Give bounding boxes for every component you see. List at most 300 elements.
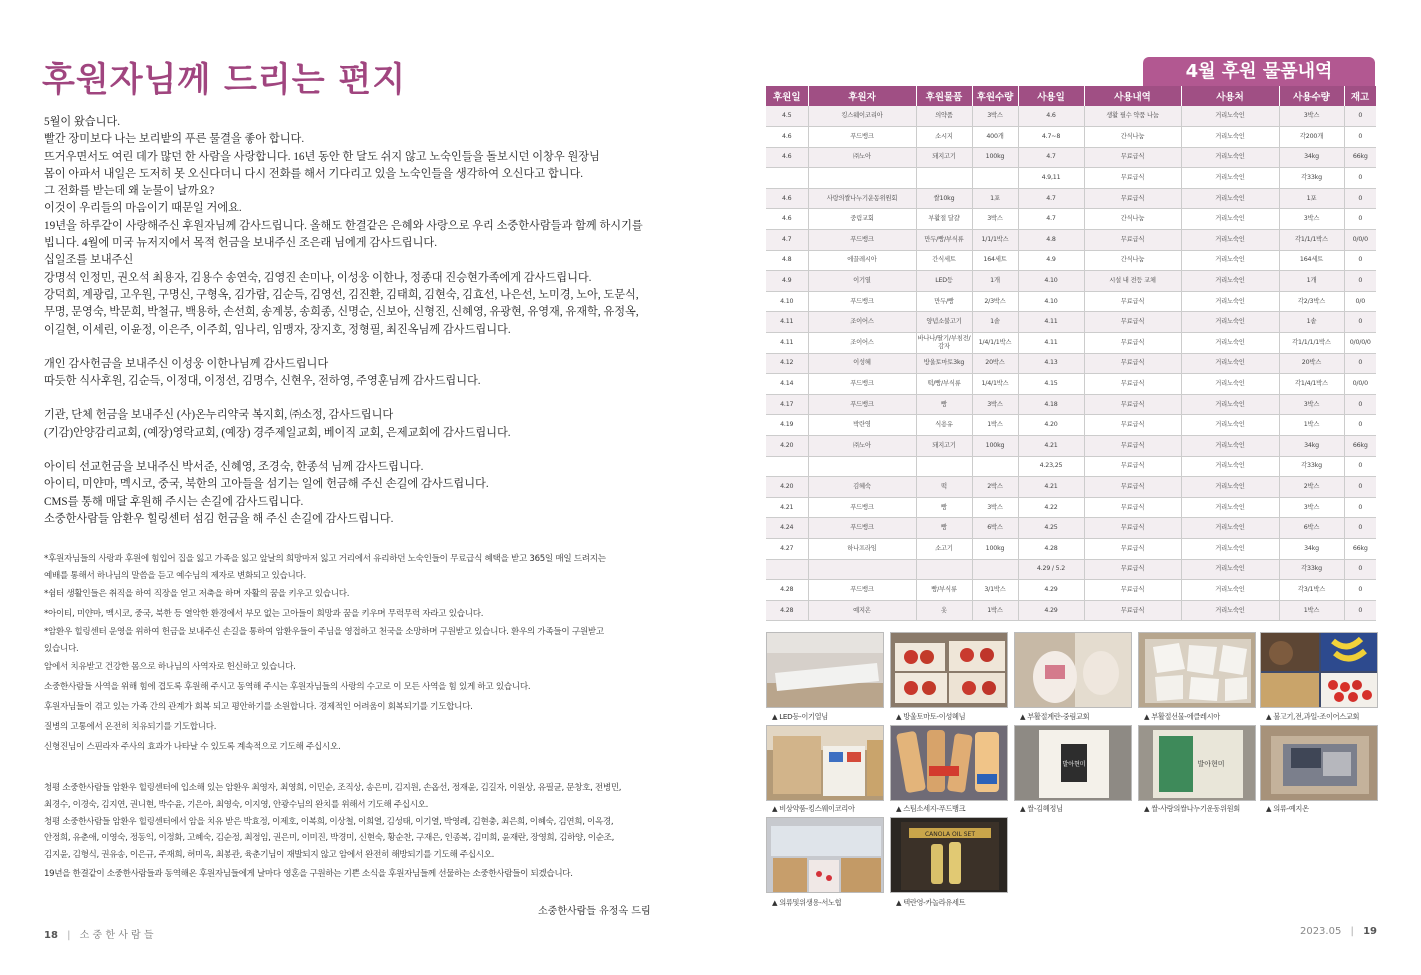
table-cell: 푸드뱅크 xyxy=(808,374,916,395)
table-cell: 4.28 xyxy=(766,600,808,621)
table-cell: 4.7 xyxy=(766,230,808,251)
prayer-line: 최경수, 이경숙, 김지연, 권니현, 박수윤, 기은아, 최영숙, 이지영, 안광수님의 완치를 위해서 기도해 주십시오. xyxy=(44,799,428,810)
table-cell: 거리노숙인 xyxy=(1181,291,1279,312)
table-cell: 1포 xyxy=(972,188,1018,209)
table-cell: 1박스 xyxy=(1279,415,1344,436)
table-cell: 바나나/딸기/부침전/감자 xyxy=(916,333,972,354)
table-cell: 사랑의쌀나누기운동위원회 xyxy=(808,188,916,209)
letter-line: 따듯한 식사후원, 김순득, 이정대, 이정선, 김명수, 신현우, 전하영, 주영훈님께 감사드립니다. xyxy=(44,375,481,388)
table-cell: 무료급식 xyxy=(1084,538,1181,559)
table-row xyxy=(766,147,1376,168)
table-cell: 식용유 xyxy=(916,415,972,436)
table-cell: 4.10 xyxy=(1018,291,1084,312)
table-cell: 34kg xyxy=(1279,436,1344,457)
table-cell: 부활절 달걀 xyxy=(916,209,972,230)
hygiene-supplies-image xyxy=(767,818,884,893)
table-cell: 4.20 xyxy=(766,436,808,457)
table-cell: 무료급식 xyxy=(1084,415,1181,436)
letter-line: 빨간 장미보다 나는 보리밭의 푸른 물결을 좋아 합니다. xyxy=(44,133,305,146)
oil-box-text: CANOLA OIL SET xyxy=(924,831,976,838)
table-cell: 돼지고기 xyxy=(916,147,972,168)
table-cell: 4.25 xyxy=(1018,518,1084,539)
table-cell: 무료급식 xyxy=(1084,600,1181,621)
table-cell: 거리노숙인 xyxy=(1181,353,1279,374)
table-cell: 3/1박스 xyxy=(972,580,1018,601)
photo-medicine xyxy=(766,725,884,801)
table-cell: 4.11 xyxy=(766,333,808,354)
table-cell: 각2/3박스 xyxy=(1279,291,1344,312)
left-page xyxy=(0,0,710,975)
table-cell: 거리노숙인 xyxy=(1181,127,1279,148)
table-cell: 4.12 xyxy=(766,353,808,374)
table-cell: 간식나눔 xyxy=(1084,250,1181,271)
table-cell: 거리노숙인 xyxy=(1181,374,1279,395)
table-row xyxy=(766,436,1376,457)
table-cell: 하나프라임 xyxy=(808,538,916,559)
table-cell: 0/0/0/0 xyxy=(1344,333,1376,354)
table-cell: 무료급식 xyxy=(1084,147,1181,168)
table-cell: 100kg xyxy=(972,436,1018,457)
table-cell: 만두/빵 xyxy=(916,291,972,312)
table-cell: 0/0 xyxy=(1344,291,1376,312)
photo-caption: ▲ 비상약품-킹스웨이코리아 xyxy=(772,804,855,813)
letter-line: 몸이 아파서 내일은 도저히 못 오신다더니 다시 전화를 해서 기다리고 있을 노숙인들을 생각하여 오신다고 합니다. xyxy=(44,167,584,180)
table-cell: 34kg xyxy=(1279,147,1344,168)
table-cell: 거리노숙인 xyxy=(1181,518,1279,539)
table-cell: 0 xyxy=(1344,209,1376,230)
table-cell: 예지온 xyxy=(808,600,916,621)
note-line: 예배를 통해서 하나님의 말씀을 듣고 예수님의 제자로 변화되고 있습니다. xyxy=(44,570,306,581)
table-cell: 푸드뱅크 xyxy=(808,291,916,312)
table-cell: 각1/4/1박스 xyxy=(1279,374,1344,395)
table-cell: 4.6 xyxy=(1018,106,1084,127)
table-cell: 6박스 xyxy=(972,518,1018,539)
table-cell: 간식세트 xyxy=(916,250,972,271)
signature: 소중한사람들 유정옥 드림 xyxy=(538,906,651,917)
table-cell: 4.11 xyxy=(1018,312,1084,333)
rice-bag-text: 발아현미 xyxy=(1062,761,1086,768)
table-row xyxy=(766,580,1376,601)
table-cell: 4.20 xyxy=(1018,415,1084,436)
column-header: 후원일 xyxy=(766,86,808,106)
table-row xyxy=(766,127,1376,148)
table-cell: 0 xyxy=(1344,353,1376,374)
note-line: *후원자님들의 사랑과 후원에 힘입어 집을 잃고 가족을 잃고 앞날의 희망마저 잃고 거리에서 유리하던 노숙인들이 무료급식 혜택을 받고 365일 매일 드려지는 xyxy=(44,554,606,564)
footer-right xyxy=(1300,926,1377,937)
letter-line: 이것이 우리들의 마음이기 때문일 거에요. xyxy=(44,202,242,215)
table-cell: 푸드뱅크 xyxy=(808,127,916,148)
table-cell: ㈜노아 xyxy=(808,436,916,457)
table-cell: 거리노숙인 xyxy=(1181,188,1279,209)
table-cell: 무료급식 xyxy=(1084,374,1181,395)
table-row xyxy=(766,353,1376,374)
table-cell: 0 xyxy=(1344,312,1376,333)
photo-caption: ▲ 불고기,전,과일-조이어스교회 xyxy=(1266,712,1360,721)
table-cell: 중림교회 xyxy=(808,209,916,230)
table-row xyxy=(766,168,1376,189)
table-cell: 4.27 xyxy=(766,538,808,559)
table-cell: 1개 xyxy=(1279,271,1344,292)
table-cell: 푸드뱅크 xyxy=(808,230,916,251)
table-cell: 0/0/0 xyxy=(1344,230,1376,251)
table-cell: 4.29 xyxy=(1018,580,1084,601)
letter-line: 개인 감사헌금을 보내주신 이성웅 이한나님께 감사드립니다 xyxy=(44,357,329,370)
table-cell: 1솥 xyxy=(1279,312,1344,333)
table-cell: 100kg xyxy=(972,147,1018,168)
table-cell: 0 xyxy=(1344,456,1376,477)
rice-bag-text-2: 발아현미 xyxy=(1197,760,1225,768)
prayer-block xyxy=(44,780,684,883)
table-cell: 0 xyxy=(1344,497,1376,518)
table-cell: 거리노숙인 xyxy=(1181,477,1279,498)
table-cell: 거리노숙인 xyxy=(1181,538,1279,559)
table-cell: 20박스 xyxy=(1279,353,1344,374)
photo-sausage xyxy=(890,725,1008,801)
table-cell: 무료급식 xyxy=(1084,333,1181,354)
table-cell: 0 xyxy=(1344,477,1376,498)
table-cell: 이성혜 xyxy=(808,353,916,374)
table-cell: 빵 xyxy=(916,518,972,539)
table-cell: 0 xyxy=(1344,106,1376,127)
photo-caption: ▲ 쌀-김혜정님 xyxy=(1020,804,1063,813)
letter-line: 강덕희, 계광림, 고우원, 구명신, 구형옥, 김가람, 김순득, 김영선, 김진환, 김태희, 김현숙, 김효선, 나은선, 노미경, 노아, 도문식, xyxy=(44,288,639,301)
table-cell: 100kg xyxy=(972,538,1018,559)
page-number-left: 18 xyxy=(44,930,58,941)
table-cell: 3박스 xyxy=(972,497,1018,518)
table-cell: 박란영 xyxy=(808,415,916,436)
table-cell: 4.10 xyxy=(766,291,808,312)
table-cell xyxy=(766,168,808,189)
table-cell xyxy=(916,559,972,580)
table-cell: 의약품 xyxy=(916,106,972,127)
table-cell: 이기열 xyxy=(808,271,916,292)
note-line: 있습니다. xyxy=(44,643,79,654)
photo-caption: ▲ 부활절계란-중림교회 xyxy=(1020,712,1090,721)
table-cell: 빵 xyxy=(916,497,972,518)
photo-caption: ▲ 쌀-사랑의쌀나누기운동위원회 xyxy=(1144,804,1240,813)
table-cell xyxy=(916,168,972,189)
rice-bag-image-2 xyxy=(1139,726,1256,801)
table-cell: 4.7 xyxy=(1018,209,1084,230)
table-cell: 푸드뱅크 xyxy=(808,497,916,518)
letter-line: 강명석 인정민, 권오석 최용자, 김용수 송연숙, 김영진 손미나, 이성웅 이한나, 정종대 진승현가족에게 감사드립니다. xyxy=(44,271,592,284)
bulgogi-fruit-image xyxy=(1261,633,1378,708)
table-cell: 4.20 xyxy=(766,477,808,498)
table-cell: 3박스 xyxy=(1279,106,1344,127)
table-cell: 거리노숙인 xyxy=(1181,559,1279,580)
table-cell: 4.21 xyxy=(766,497,808,518)
table-cell: 4.23,25 xyxy=(1018,456,1084,477)
photo-rice-2 xyxy=(1138,725,1256,801)
table-cell: 4.13 xyxy=(1018,353,1084,374)
table-cell: 0 xyxy=(1344,168,1376,189)
table-row xyxy=(766,559,1376,580)
rice-bag-image xyxy=(1015,726,1132,801)
table-cell: 거리노숙인 xyxy=(1181,312,1279,333)
table-cell: 거리노숙인 xyxy=(1181,209,1279,230)
prayer-line: 청평 소중한사람들 암환우 힐링센터에 입소해 있는 암환우 최영자, 최영희, 이민순, 조직상, 송은미, 김지원, 손옵선, 정재윤, 김길자, 이원상, 유필균, 문창호, 전병민, xyxy=(44,783,622,793)
table-cell: 무료급식 xyxy=(1084,497,1181,518)
table-cell: ㈜노아 xyxy=(808,147,916,168)
column-header: 사용내역 xyxy=(1084,86,1181,106)
letter-line: 십일조를 보내주신 xyxy=(44,254,134,267)
table-cell: 시설 내 전등 교체 xyxy=(1084,271,1181,292)
note-line: *암환우 힐링센터 운영을 위하여 헌금을 보내주신 손길을 통하여 암환우들이 주님을 영접하고 천국을 소망하며 구원받고 있습니다. 환우의 가족들이 구원받고 xyxy=(44,627,604,637)
table-cell: 거리노숙인 xyxy=(1181,168,1279,189)
table-cell: 4.11 xyxy=(766,312,808,333)
footer-divider: | xyxy=(67,930,71,941)
canola-oil-image xyxy=(891,818,1008,893)
table-cell: 거리노숙인 xyxy=(1181,147,1279,168)
photo-clothes xyxy=(1260,725,1378,801)
donation-table-wrap xyxy=(766,86,1376,621)
letter-line: 5월이 왔습니다. xyxy=(44,116,121,128)
photo-caption: ▲ 스팀소세지-푸드뱅크 xyxy=(896,804,966,813)
table-cell: 간식나눔 xyxy=(1084,127,1181,148)
table-cell xyxy=(766,456,808,477)
table-cell: 무료급식 xyxy=(1084,518,1181,539)
footer-left xyxy=(44,926,154,941)
photo-food xyxy=(1260,632,1378,708)
table-cell: 떡 xyxy=(916,477,972,498)
table-cell: 0 xyxy=(1344,394,1376,415)
column-header: 사용일 xyxy=(1018,86,1084,106)
table-cell: 각33kg xyxy=(1279,559,1344,580)
letter-body xyxy=(44,114,684,528)
table-row xyxy=(766,230,1376,251)
table-cell: 4.21 xyxy=(1018,477,1084,498)
table-cell: 4.6 xyxy=(766,209,808,230)
easter-gifts-image xyxy=(1139,633,1256,708)
column-header: 재고 xyxy=(1344,86,1376,106)
table-cell: 빵/부식류 xyxy=(916,580,972,601)
table-cell: 조이어스 xyxy=(808,333,916,354)
table-cell: 1포 xyxy=(1279,188,1344,209)
photo-rice-1 xyxy=(1014,725,1132,801)
letter-title: 후원자님께 드리는 편지 xyxy=(42,60,407,100)
table-cell: 거리노숙인 xyxy=(1181,497,1279,518)
table-cell: 각33kg xyxy=(1279,456,1344,477)
table-cell: 4.15 xyxy=(1018,374,1084,395)
table-cell: 킹스웨이코리아 xyxy=(808,106,916,127)
letter-line: 그 전화를 받는데 왜 눈물이 날까요? xyxy=(44,185,215,198)
table-row xyxy=(766,291,1376,312)
easter-eggs-image xyxy=(1015,633,1132,708)
table-cell: 0 xyxy=(1344,559,1376,580)
photo-caption: ▲ LED등-이기열님 xyxy=(772,712,828,721)
table-cell: 3박스 xyxy=(972,209,1018,230)
letter-line: 이길현, 이세린, 이윤정, 이은주, 이주희, 임나리, 임맹자, 장지호, 정형필, 최진옥님께 감사드립니다. xyxy=(44,323,511,336)
table-cell: 4.29 xyxy=(1018,600,1084,621)
table-cell: 1/4/1박스 xyxy=(972,374,1018,395)
table-cell: 각1/1/1/1박스 xyxy=(1279,333,1344,354)
table-cell: 0 xyxy=(1344,271,1376,292)
table-cell: 각200개 xyxy=(1279,127,1344,148)
tomato-boxes-image xyxy=(891,633,1008,708)
note-line: *아이티, 미얀마, 멕시코, 중국, 북한 등 열악한 환경에서 부모 없는 고아들이 희망과 꿈을 키우며 무럭무럭 자라고 있습니다. xyxy=(44,609,484,619)
note-line: 암에서 치유받고 건강한 몸으로 하나님의 사역자로 헌신하고 있습니다. xyxy=(44,662,296,672)
table-cell: 떡/빵/부식류 xyxy=(916,374,972,395)
letter-line: 빕니다. 4월에 미국 뉴저지에서 목적 헌금을 보내주신 조은래 님에게 감사드립니다. xyxy=(44,237,437,250)
photo-led xyxy=(766,632,884,708)
table-cell: 1박스 xyxy=(972,415,1018,436)
table-cell: 3박스 xyxy=(972,394,1018,415)
note-line: 후원자님들이 겪고 있는 가족 간의 관계가 회복 되고 평안하기를 소원합니다. 경제적인 어려움이 회복되기를 기도합니다. xyxy=(44,702,473,712)
table-cell: 0 xyxy=(1344,600,1376,621)
donation-section-title: 4월 후원 물품내역 xyxy=(1143,57,1375,87)
column-header: 사용처 xyxy=(1181,86,1279,106)
magazine-name: 소 중 한 사 람 들 xyxy=(79,930,154,941)
photo-caption: ▲ 방울토마토-이성혜님 xyxy=(896,712,966,721)
letter-line: CMS를 통해 매달 후원해 주시는 손길에 감사드립니다. xyxy=(44,495,304,508)
table-cell: 66kg xyxy=(1344,436,1376,457)
table-cell: 거리노숙인 xyxy=(1181,106,1279,127)
donation-table xyxy=(766,86,1377,621)
prayer-line: 19년을 한결같이 소중한사람들과 동역해온 후원자님들에게 날마다 영혼을 구원하는 기쁜 소식을 후원자님들께 선물하는 소중한사람들이 되겠습니다. xyxy=(44,868,573,879)
table-row xyxy=(766,209,1376,230)
table-cell: 거리노숙인 xyxy=(1181,415,1279,436)
table-cell: 양념소불고기 xyxy=(916,312,972,333)
letter-line: 무명, 문영숙, 박문희, 박철규, 백용하, 손선희, 송계붕, 송희종, 신명순, 신보아, 신형진, 신혜영, 유광현, 유영재, 유재학, 유정옥, xyxy=(44,306,639,319)
table-cell: 무료급식 xyxy=(1084,291,1181,312)
table-cell: 0/0/0 xyxy=(1344,374,1376,395)
table-cell: 3박스 xyxy=(1279,394,1344,415)
table-cell: 거리노숙인 xyxy=(1181,436,1279,457)
note-line: *쉼터 생활인들은 취직을 하여 직장을 얻고 저축을 하며 자활의 꿈을 키우고 있습니다. xyxy=(44,589,350,599)
table-cell: 무료급식 xyxy=(1084,168,1181,189)
letter-line: 아이티 선교헌금을 보내주신 박서준, 신혜영, 조경숙, 한종석 님께 감사드립니다. xyxy=(44,461,424,474)
table-cell: 소고기 xyxy=(916,538,972,559)
table-row xyxy=(766,250,1376,271)
table-cell: 거리노숙인 xyxy=(1181,271,1279,292)
table-row xyxy=(766,538,1376,559)
table-cell: 4.7 xyxy=(1018,188,1084,209)
table-cell xyxy=(916,456,972,477)
photo-caption: ▲ 의류-예지온 xyxy=(1266,804,1309,813)
issue-date: 2023.05 xyxy=(1299,926,1342,937)
table-cell: 거리노숙인 xyxy=(1181,230,1279,251)
table-cell: 각1/1/1박스 xyxy=(1279,230,1344,251)
table-cell: 0 xyxy=(1344,188,1376,209)
table-cell: 400개 xyxy=(972,127,1018,148)
note-line: 질병의 고통에서 온전히 치유되기를 기도합니다. xyxy=(44,722,217,732)
table-cell: 무료급식 xyxy=(1084,580,1181,601)
table-cell: 66kg xyxy=(1344,147,1376,168)
table-cell xyxy=(972,168,1018,189)
table-cell: 4.22 xyxy=(1018,497,1084,518)
table-cell: 2/3박스 xyxy=(972,291,1018,312)
prayer-line: 김지윤, 김형식, 권유송, 이은규, 주재희, 허미옥, 최봉관, 육춘기님이 재발되지 않고 암에서 완전히 해방되기를 기도해 주십시오. xyxy=(44,850,494,861)
table-cell: 164세트 xyxy=(972,250,1018,271)
note-line: 소중한사람들 사역을 위해 힘에 겹도록 후원해 주시고 동역해 주시는 후원자님들의 사랑의 수고로 이 모든 사역을 힘 있게 하고 있습니다. xyxy=(44,682,531,692)
table-cell: 푸드뱅크 xyxy=(808,580,916,601)
table-cell: 4.11 xyxy=(1018,333,1084,354)
table-body xyxy=(766,106,1376,621)
table-cell: 4.28 xyxy=(1018,538,1084,559)
table-cell: 만두/빵/부식류 xyxy=(916,230,972,251)
prayer-line: 청평 소중한사람들 암환우 힐링센터에서 암을 치유 받은 박효정, 이제호, 이복희, 이상철, 이희열, 김성태, 이기열, 박영례, 김현충, 최은희, 이혜숙, 김연희, 이옥경, xyxy=(44,816,614,827)
table-cell: 1개 xyxy=(972,271,1018,292)
table-cell xyxy=(972,456,1018,477)
table-cell: 4.10 xyxy=(1018,271,1084,292)
table-cell: 6박스 xyxy=(1279,518,1344,539)
table-row xyxy=(766,374,1376,395)
table-cell: 생활 필수 약품 나눔 xyxy=(1084,106,1181,127)
table-cell: 1/4/1/1박스 xyxy=(972,333,1018,354)
table-cell: 4.24 xyxy=(766,518,808,539)
table-row xyxy=(766,394,1376,415)
table-row xyxy=(766,333,1376,354)
table-cell: 4.8 xyxy=(766,250,808,271)
table-row xyxy=(766,312,1376,333)
table-cell: 164세트 xyxy=(1279,250,1344,271)
table-cell: 4.28 xyxy=(766,580,808,601)
table-cell: 거리노숙인 xyxy=(1181,580,1279,601)
table-header-row xyxy=(766,86,1376,106)
table-cell: 4.19 xyxy=(766,415,808,436)
notes-block xyxy=(44,551,684,757)
table-cell: 김혜숙 xyxy=(808,477,916,498)
clothes-box-image xyxy=(1261,726,1378,801)
table-cell: 4.9,11 xyxy=(1018,168,1084,189)
letter-line: 소중한사람들 암환우 힐링센터 섬김 헌금을 해 주신 손길에 감사드립니다. xyxy=(44,512,394,525)
table-cell: 각3/1박스 xyxy=(1279,580,1344,601)
table-cell: LED등 xyxy=(916,271,972,292)
table-cell xyxy=(808,456,916,477)
footer-divider: | xyxy=(1350,926,1354,937)
table-cell: 푸드뱅크 xyxy=(808,518,916,539)
table-cell xyxy=(808,559,916,580)
table-cell: 방울토마토3kg xyxy=(916,353,972,374)
table-cell: 1/1/1박스 xyxy=(972,230,1018,251)
table-cell: 3박스 xyxy=(1279,497,1344,518)
table-cell: 3박스 xyxy=(1279,209,1344,230)
table-cell: 무료급식 xyxy=(1084,312,1181,333)
table-cell xyxy=(808,168,916,189)
letter-line: 19년을 하루같이 사랑해주신 후원자님께 감사드립니다. 올해도 한결같은 은혜와 사랑으로 우리 소중한사람들과 함께 하시기를 xyxy=(44,219,643,232)
table-cell: 소시지 xyxy=(916,127,972,148)
table-cell: 20박스 xyxy=(972,353,1018,374)
table-cell: 무료급식 xyxy=(1084,230,1181,251)
medicine-boxes-image xyxy=(767,726,884,801)
column-header: 후원수량 xyxy=(972,86,1018,106)
table-cell: 66kg xyxy=(1344,538,1376,559)
table-cell: 0 xyxy=(1344,518,1376,539)
table-cell: 4.17 xyxy=(766,394,808,415)
note-line: 신형진님이 스핀라자 주사의 효과가 나타날 수 있도록 계속적으로 기도해 주십시오. xyxy=(44,742,341,752)
table-cell: 1박스 xyxy=(1279,600,1344,621)
table-cell: 4.9 xyxy=(1018,250,1084,271)
table-cell: 4.8 xyxy=(1018,230,1084,251)
table-cell: 0 xyxy=(1344,127,1376,148)
table-cell: 각33kg xyxy=(1279,168,1344,189)
table-cell: 에끌레시아 xyxy=(808,250,916,271)
table-cell: 3박스 xyxy=(972,106,1018,127)
led-box-image xyxy=(767,633,884,708)
prayer-line: 안정희, 유춘애, 이영숙, 정동익, 이정화, 고혜숙, 김순정, 최정임, 권은미, 이미진, 박경미, 신현숙, 황순찬, 구재은, 인종복, 김미희, 윤재란, 장영희, 김하양, 이순조, xyxy=(44,833,614,844)
table-row xyxy=(766,106,1376,127)
table-cell: 무료급식 xyxy=(1084,477,1181,498)
table-cell: 4.9 xyxy=(766,271,808,292)
table-cell: 0 xyxy=(1344,250,1376,271)
table-cell: 34kg xyxy=(1279,538,1344,559)
table-cell: 거리노숙인 xyxy=(1181,250,1279,271)
table-cell: 4.21 xyxy=(1018,436,1084,457)
photo-tomato xyxy=(890,632,1008,708)
photo-caption: ▲ 텍란영-카놀라유세트 xyxy=(896,898,966,907)
table-cell: 옷 xyxy=(916,600,972,621)
letter-line: 기관, 단체 헌금을 보내주신 (사)온누리약국 복지회, ㈜소정, 감사드립니다 xyxy=(44,409,394,422)
